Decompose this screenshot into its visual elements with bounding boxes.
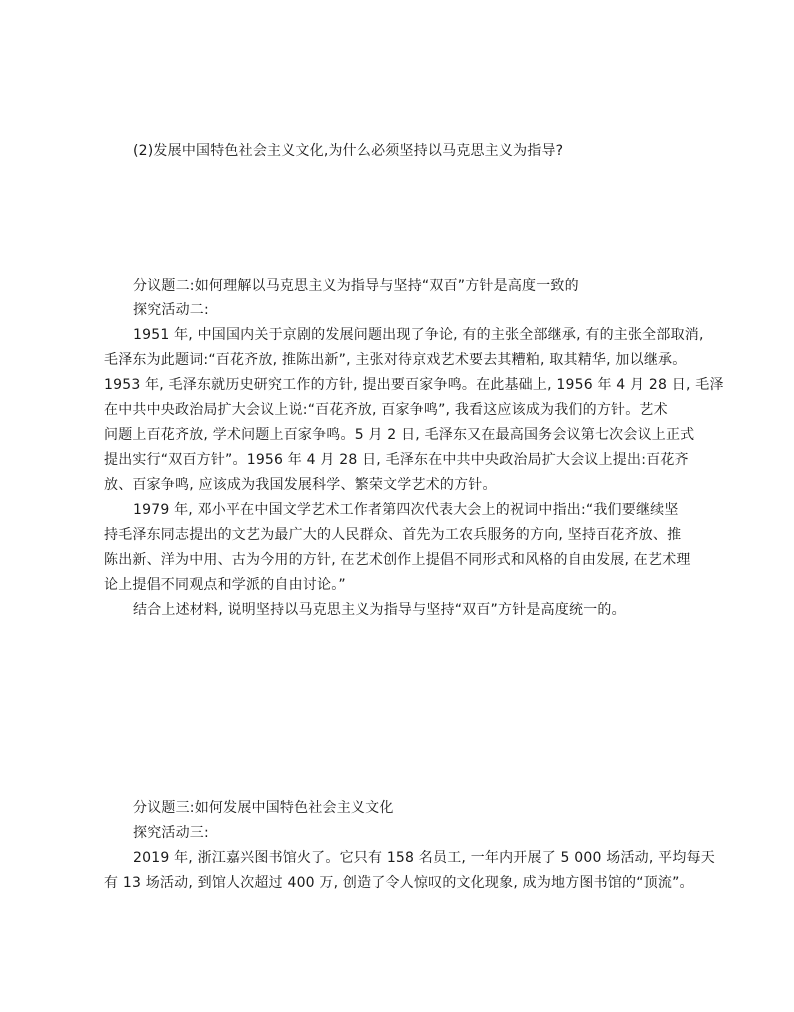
question-2: (2)发展中国特色社会主义文化,为什么必须坚持以马克思主义为指导? [133, 143, 564, 159]
sub-topic-3-title: 分议题三:如何发展中国特色社会主义文化 [133, 800, 394, 816]
paragraph-line: 放、百家争鸣, 应该成为我国发展科学、繁荣文学艺术的方针。 [104, 477, 497, 493]
paragraph-line: 1951 年, 中国国内关于京剧的发展问题出现了争论, 有的主张全部继承, 有的主张全部取消, [133, 327, 704, 343]
paragraph-line: 1979 年, 邓小平在中国文学艺术工作者第四次代表大会上的祝词中指出:“我们要继续坚 [133, 502, 679, 518]
activity-2-label: 探究活动二: [133, 302, 209, 318]
activity-3-label: 探究活动三: [133, 825, 209, 841]
paragraph-line: 问题上百花齐放, 学术问题上百家争鸣。5 月 2 日, 毛泽东又在最高国务会议第七次会议上正式 [104, 427, 695, 443]
paragraph-line: 1953 年, 毛泽东就历史研究工作的方针, 提出要百家争鸣。在此基础上, 1956 年 4 月 28 日, 毛泽 [104, 377, 724, 393]
paragraph-line: 有 13 场活动, 到馆人次超过 400 万, 创造了令人惊叹的文化现象, 成为地方图书馆的“顶流”。 [104, 875, 694, 891]
paragraph-line: 陈出新、洋为中用、古为今用的方针, 在艺术创作上提倡不同形式和风格的自由发展, 在艺术理 [104, 552, 691, 568]
task-statement: 结合上述材料, 说明坚持以马克思主义为指导与坚持“双百”方针是高度统一的。 [133, 602, 626, 618]
paragraph-line: 毛泽东为此题词:“百花齐放, 推陈出新”, 主张对待京戏艺术要去其糟粕, 取其精华, 加以继承。 [104, 352, 687, 368]
paragraph-line: 持毛泽东同志提出的文艺为最广大的人民群众、首先为工农兵服务的方向, 坚持百花齐放、推 [104, 527, 682, 543]
paragraph-line: 在中共中央政治局扩大会议上说:“百花齐放, 百家争鸣”, 我看这应该成为我们的方针。艺术 [104, 402, 668, 418]
sub-topic-2-title: 分议题二:如何理解以马克思主义为指导与坚持“双百”方针是高度一致的 [133, 278, 579, 294]
paragraph-line: 2019 年, 浙江嘉兴图书馆火了。它只有 158 名员工, 一年内开展了 5 000 场活动, 平均每天 [133, 850, 715, 866]
paragraph-line: 提出实行“双百方针”。1956 年 4 月 28 日, 毛泽东在中共中央政治局扩大会议上提出:百花齐 [104, 452, 689, 468]
paragraph-line: 论上提倡不同观点和学派的自由讨论。” [104, 577, 346, 593]
